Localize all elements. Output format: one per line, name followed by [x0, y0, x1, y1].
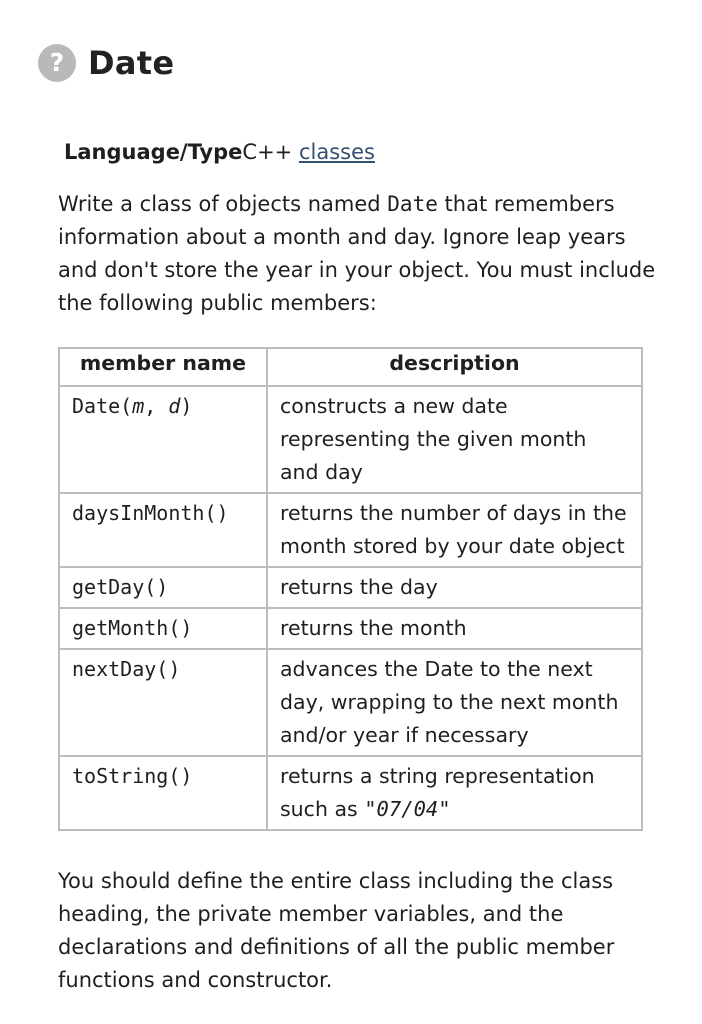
- classes-link[interactable]: classes: [298, 140, 375, 164]
- problem-outro: You should define the entire class including the class heading, the private member variables, and the declarations and definitions of all the public member functions and constructor.: [58, 869, 615, 992]
- table-row: [59, 608, 642, 649]
- language-value: C++: [242, 140, 293, 164]
- header-description: description: [267, 348, 642, 386]
- description-text: returns a string representation such as: [280, 764, 595, 821]
- members-table: [58, 347, 643, 831]
- table-row: [59, 756, 642, 830]
- member-name-cell: toString(): [59, 756, 267, 830]
- member-arg-m: m: [132, 394, 145, 418]
- intro-class-name: Date: [387, 192, 438, 216]
- table-row: [59, 493, 642, 567]
- member-description-cell: constructs a new date representing the given month and day: [267, 386, 642, 493]
- member-name-cell: nextDay(): [59, 649, 267, 756]
- help-icon[interactable]: ?: [38, 44, 76, 82]
- intro-text-2: that remembers information about a month and day. Ignore leap years and don't store the year in your object. You must include the following public members:: [58, 192, 656, 315]
- member-name-cell: getDay(): [59, 567, 267, 608]
- page-title: Date: [88, 44, 175, 82]
- member-name-cell: daysInMonth(): [59, 493, 267, 567]
- member-name-cell: getMonth(): [59, 608, 267, 649]
- member-name-cell: [59, 386, 267, 493]
- header-member-name: member name: [59, 348, 267, 386]
- member-name-suffix: ): [180, 394, 193, 418]
- language-type-label: Language/Type: [64, 140, 243, 164]
- member-description-cell: advances the Date to the next day, wrapping to the next month and/or year if necessary: [267, 649, 642, 756]
- table-header-row: [59, 348, 642, 386]
- problem-intro: [58, 188, 658, 320]
- member-name-prefix: Date(: [72, 394, 133, 418]
- description-code-example: "07/04": [364, 797, 451, 821]
- table-row: [59, 567, 642, 608]
- intro-text-1: Write a class of objects named: [58, 192, 388, 216]
- page-header: [38, 44, 174, 82]
- table-row: [59, 386, 642, 493]
- member-description-cell: returns the day: [267, 567, 642, 608]
- member-description-cell: [267, 756, 642, 830]
- member-arg-separator: ,: [144, 394, 169, 418]
- member-description-cell: returns the number of days in the month stored by your date object: [267, 493, 642, 567]
- member-description-cell: returns the month: [267, 608, 642, 649]
- member-arg-d: d: [168, 394, 181, 418]
- table-row: [59, 649, 642, 756]
- language-type-line: [64, 140, 375, 164]
